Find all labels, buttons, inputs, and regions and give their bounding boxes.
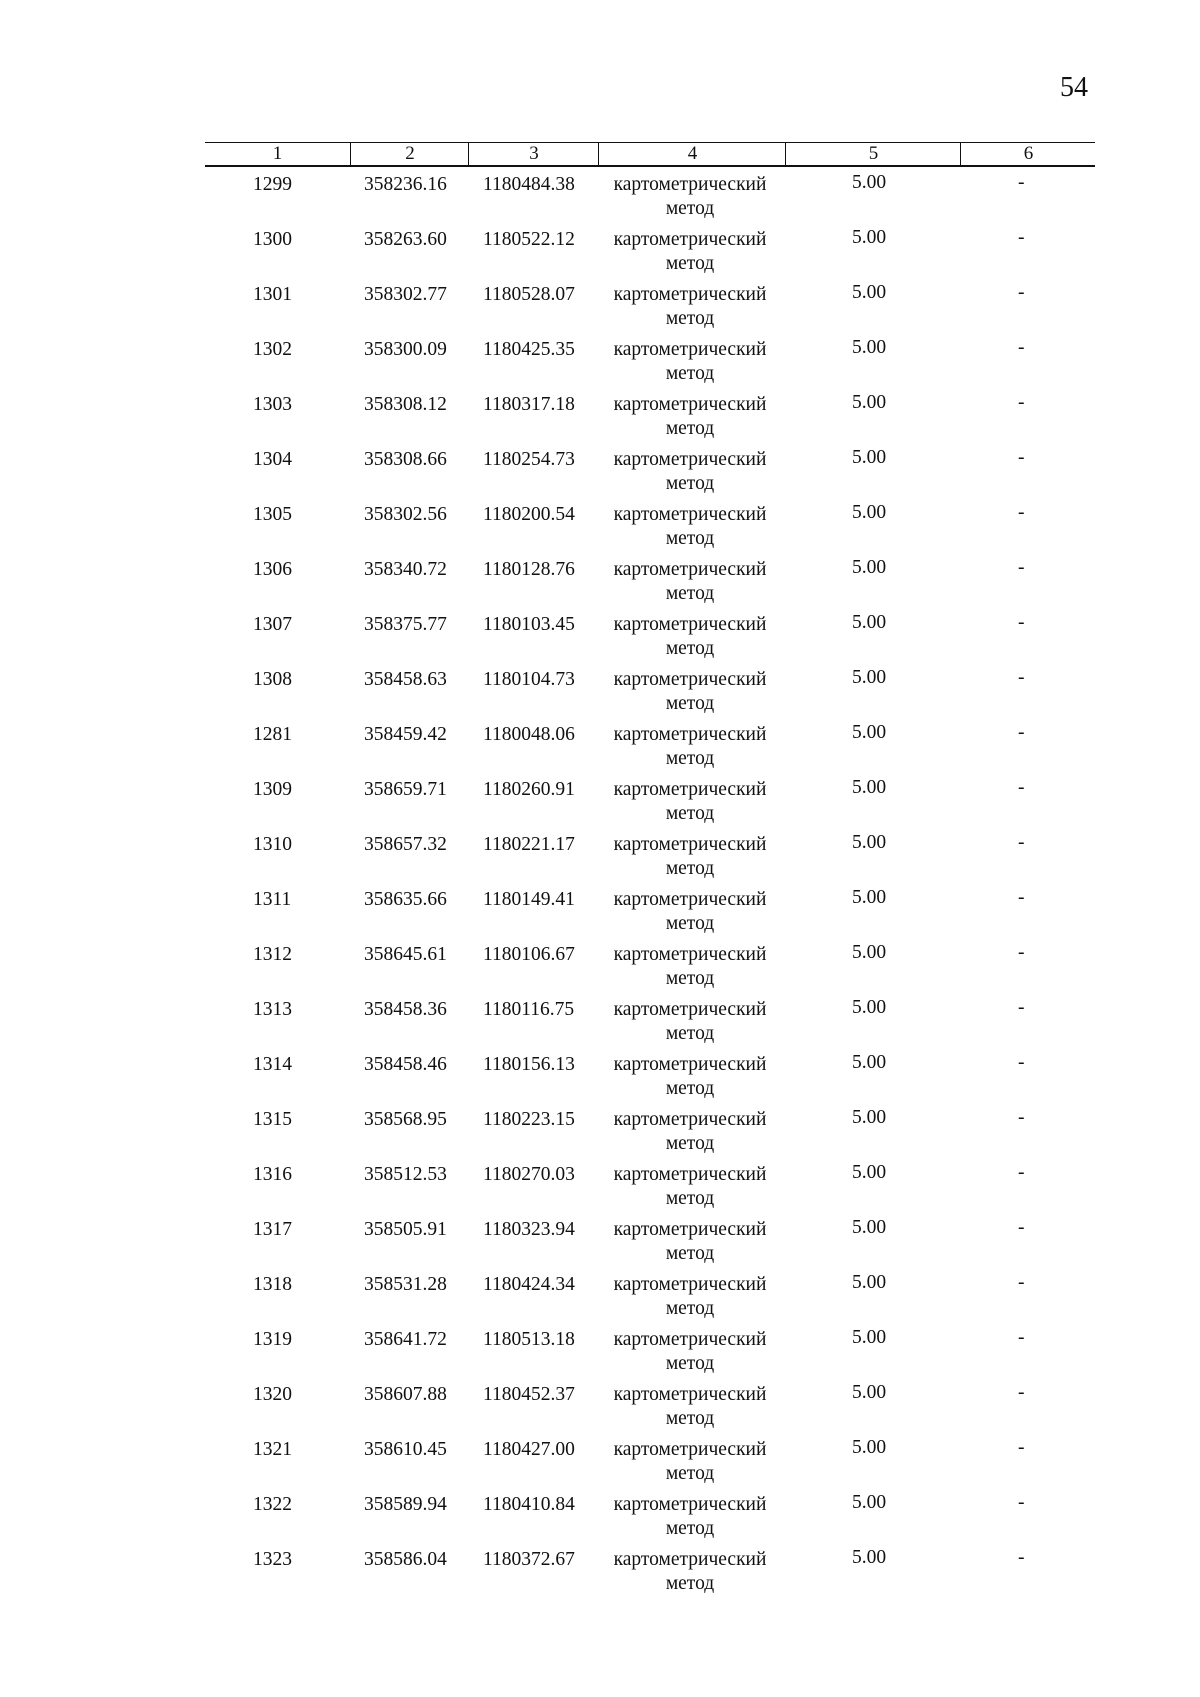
accuracy-value: 5.00 <box>852 777 887 798</box>
method-line-1: картометрический <box>613 504 767 525</box>
note-value: - <box>1018 832 1025 853</box>
method-line-2: метод <box>665 473 715 494</box>
table-row <box>0 1163 1200 1218</box>
method-line-2: метод <box>665 1023 715 1044</box>
point-number: 1304 <box>253 449 292 470</box>
table-row <box>0 1438 1200 1493</box>
method-cell <box>600 173 780 221</box>
note-value: - <box>1018 1327 1025 1348</box>
header-col-2: 2 <box>350 143 469 165</box>
method-line-2: метод <box>665 1298 715 1319</box>
accuracy-value: 5.00 <box>852 1052 887 1073</box>
coordinate-y: 1180156.13 <box>483 1054 575 1075</box>
coordinate-x: 358459.42 <box>364 724 447 745</box>
note-value: - <box>1018 612 1025 633</box>
method-line-2: метод <box>665 968 715 989</box>
coordinate-y: 1180317.18 <box>483 394 575 415</box>
coordinate-y: 1180427.00 <box>483 1439 575 1460</box>
note-value: - <box>1018 447 1025 468</box>
coordinate-y: 1180528.07 <box>483 284 575 305</box>
accuracy-value: 5.00 <box>852 997 887 1018</box>
coordinate-y: 1180104.73 <box>483 669 575 690</box>
point-number: 1302 <box>253 339 292 360</box>
method-line-1: картометрический <box>613 1494 767 1515</box>
coordinate-x: 358586.04 <box>364 1549 447 1570</box>
method-line-2: метод <box>665 583 715 604</box>
method-line-2: метод <box>665 1573 715 1594</box>
coordinate-x: 358659.71 <box>364 779 447 800</box>
coordinate-x: 358375.77 <box>364 614 447 635</box>
table-row <box>0 888 1200 943</box>
accuracy-value: 5.00 <box>852 722 887 743</box>
point-number: 1281 <box>253 724 292 745</box>
method-cell <box>600 1438 780 1486</box>
table-row <box>0 833 1200 888</box>
coordinate-y: 1180410.84 <box>483 1494 575 1515</box>
accuracy-value: 5.00 <box>852 337 887 358</box>
method-line-1: картометрический <box>613 779 767 800</box>
method-cell <box>600 613 780 661</box>
method-line-2: метод <box>665 1133 715 1154</box>
coordinate-x: 358505.91 <box>364 1219 447 1240</box>
method-cell <box>600 448 780 496</box>
point-number: 1315 <box>253 1109 292 1130</box>
method-cell <box>600 1328 780 1376</box>
table-row <box>0 1053 1200 1108</box>
coordinate-y: 1180424.34 <box>483 1274 575 1295</box>
method-line-1: картометрический <box>613 999 767 1020</box>
method-cell <box>600 1163 780 1211</box>
method-line-2: метод <box>665 198 715 219</box>
table-row <box>0 1383 1200 1438</box>
table-header <box>205 142 1095 167</box>
method-cell <box>600 1493 780 1541</box>
table-row <box>0 448 1200 503</box>
accuracy-value: 5.00 <box>852 612 887 633</box>
coordinate-y: 1180513.18 <box>483 1329 575 1350</box>
method-cell <box>600 888 780 936</box>
point-number: 1319 <box>253 1329 292 1350</box>
method-cell <box>600 668 780 716</box>
method-cell <box>600 1053 780 1101</box>
coordinate-x: 358302.77 <box>364 284 447 305</box>
method-line-2: метод <box>665 1408 715 1429</box>
table-row <box>0 173 1200 228</box>
accuracy-value: 5.00 <box>852 392 887 413</box>
note-value: - <box>1018 1217 1025 1238</box>
coordinate-y: 1180223.15 <box>483 1109 575 1130</box>
method-line-2: метод <box>665 1518 715 1539</box>
header-col-3: 3 <box>468 143 599 165</box>
coordinate-x: 358458.36 <box>364 999 447 1020</box>
point-number: 1314 <box>253 1054 292 1075</box>
coordinate-y: 1180106.67 <box>483 944 575 965</box>
accuracy-value: 5.00 <box>852 1492 887 1513</box>
table-row <box>0 1548 1200 1603</box>
method-line-2: метод <box>665 1353 715 1374</box>
coordinate-x: 358589.94 <box>364 1494 447 1515</box>
coordinate-y: 1180522.12 <box>483 229 575 250</box>
coordinate-x: 358458.46 <box>364 1054 447 1075</box>
accuracy-value: 5.00 <box>852 1272 887 1293</box>
method-line-1: картометрический <box>613 1109 767 1130</box>
header-col-6: 6 <box>960 143 1096 165</box>
method-line-1: картометрический <box>613 449 767 470</box>
point-number: 1321 <box>253 1439 292 1460</box>
accuracy-value: 5.00 <box>852 447 887 468</box>
accuracy-value: 5.00 <box>852 172 887 193</box>
table-row <box>0 228 1200 283</box>
coordinate-x: 358263.60 <box>364 229 447 250</box>
method-line-1: картометрический <box>613 1274 767 1295</box>
method-line-2: метод <box>665 1243 715 1264</box>
table-row <box>0 778 1200 833</box>
point-number: 1320 <box>253 1384 292 1405</box>
method-line-1: картометрический <box>613 174 767 195</box>
table-row <box>0 283 1200 338</box>
note-value: - <box>1018 392 1025 413</box>
method-line-1: картометрический <box>613 394 767 415</box>
point-number: 1318 <box>253 1274 292 1295</box>
method-line-1: картометрический <box>613 669 767 690</box>
coordinate-y: 1180200.54 <box>483 504 575 525</box>
header-col-1: 1 <box>272 143 283 164</box>
table-row <box>0 943 1200 998</box>
coordinate-x: 358607.88 <box>364 1384 447 1405</box>
table-row <box>0 393 1200 448</box>
method-line-2: метод <box>665 528 715 549</box>
method-line-1: картометрический <box>613 229 767 250</box>
point-number: 1308 <box>253 669 292 690</box>
note-value: - <box>1018 557 1025 578</box>
accuracy-value: 5.00 <box>852 557 887 578</box>
coordinate-x: 358458.63 <box>364 669 447 690</box>
table-row <box>0 558 1200 613</box>
accuracy-value: 5.00 <box>852 1547 887 1568</box>
coordinate-y: 1180048.06 <box>483 724 575 745</box>
table-row <box>0 1218 1200 1273</box>
method-line-1: картометрический <box>613 339 767 360</box>
note-value: - <box>1018 502 1025 523</box>
method-line-2: метод <box>665 1188 715 1209</box>
method-line-1: картометрический <box>613 1549 767 1570</box>
coordinate-y: 1180128.76 <box>483 559 575 580</box>
coordinate-x: 358236.16 <box>364 174 447 195</box>
method-line-1: картометрический <box>613 1439 767 1460</box>
note-value: - <box>1018 1052 1025 1073</box>
method-line-1: картометрический <box>613 1164 767 1185</box>
coordinate-x: 358641.72 <box>364 1329 447 1350</box>
note-value: - <box>1018 1107 1025 1128</box>
coordinate-y: 1180323.94 <box>483 1219 575 1240</box>
table-row <box>0 1273 1200 1328</box>
note-value: - <box>1018 777 1025 798</box>
method-cell <box>600 283 780 331</box>
point-number: 1310 <box>253 834 292 855</box>
coordinate-y: 1180149.41 <box>483 889 575 910</box>
table-row <box>0 1493 1200 1548</box>
accuracy-value: 5.00 <box>852 1437 887 1458</box>
method-line-2: метод <box>665 363 715 384</box>
accuracy-value: 5.00 <box>852 282 887 303</box>
coordinate-x: 358645.61 <box>364 944 447 965</box>
table-row <box>0 1328 1200 1383</box>
coordinate-y: 1180221.17 <box>483 834 575 855</box>
point-number: 1299 <box>253 174 292 195</box>
coordinate-x: 358657.32 <box>364 834 447 855</box>
method-cell <box>600 228 780 276</box>
coordinate-y: 1180103.45 <box>483 614 575 635</box>
method-line-2: метод <box>665 308 715 329</box>
table-row <box>0 338 1200 393</box>
accuracy-value: 5.00 <box>852 667 887 688</box>
accuracy-value: 5.00 <box>852 502 887 523</box>
accuracy-value: 5.00 <box>852 1107 887 1128</box>
coordinate-y: 1180452.37 <box>483 1384 575 1405</box>
method-cell <box>600 338 780 386</box>
method-cell <box>600 1383 780 1431</box>
table-row <box>0 503 1200 558</box>
method-line-1: картометрический <box>613 724 767 745</box>
table-row <box>0 998 1200 1053</box>
point-number: 1303 <box>253 394 292 415</box>
method-line-2: метод <box>665 803 715 824</box>
method-line-2: метод <box>665 1078 715 1099</box>
coordinate-x: 358568.95 <box>364 1109 447 1130</box>
method-line-2: метод <box>665 693 715 714</box>
point-number: 1306 <box>253 559 292 580</box>
method-line-1: картометрический <box>613 944 767 965</box>
method-line-1: картометрический <box>613 1384 767 1405</box>
coordinate-x: 358635.66 <box>364 889 447 910</box>
note-value: - <box>1018 1437 1025 1458</box>
coordinate-x: 358340.72 <box>364 559 447 580</box>
accuracy-value: 5.00 <box>852 1217 887 1238</box>
method-cell <box>600 393 780 441</box>
coordinate-y: 1180484.38 <box>483 174 575 195</box>
method-line-2: метод <box>665 1463 715 1484</box>
method-line-1: картометрический <box>613 1219 767 1240</box>
coordinate-y: 1180372.67 <box>483 1549 575 1570</box>
header-col-4: 4 <box>598 143 786 165</box>
note-value: - <box>1018 722 1025 743</box>
accuracy-value: 5.00 <box>852 887 887 908</box>
coordinate-x: 358531.28 <box>364 1274 447 1295</box>
point-number: 1311 <box>253 889 292 910</box>
coordinate-x: 358610.45 <box>364 1439 447 1460</box>
method-cell <box>600 833 780 881</box>
coordinate-y: 1180116.75 <box>483 999 575 1020</box>
accuracy-value: 5.00 <box>852 1327 887 1348</box>
method-line-1: картометрический <box>613 614 767 635</box>
note-value: - <box>1018 1547 1025 1568</box>
method-line-1: картометрический <box>613 1054 767 1075</box>
note-value: - <box>1018 337 1025 358</box>
table-row <box>0 668 1200 723</box>
coordinate-x: 358302.56 <box>364 504 447 525</box>
method-line-1: картометрический <box>613 834 767 855</box>
coordinate-x: 358308.12 <box>364 394 447 415</box>
header-col-5: 5 <box>785 143 961 165</box>
coordinate-y: 1180270.03 <box>483 1164 575 1185</box>
page-number: 54 <box>1060 72 1088 103</box>
accuracy-value: 5.00 <box>852 1382 887 1403</box>
accuracy-value: 5.00 <box>852 832 887 853</box>
coordinate-y: 1180254.73 <box>483 449 575 470</box>
method-cell <box>600 503 780 551</box>
method-cell <box>600 943 780 991</box>
method-line-2: метод <box>665 913 715 934</box>
note-value: - <box>1018 172 1025 193</box>
method-cell <box>600 778 780 826</box>
point-number: 1317 <box>253 1219 292 1240</box>
note-value: - <box>1018 1492 1025 1513</box>
point-number: 1323 <box>253 1549 292 1570</box>
point-number: 1309 <box>253 779 292 800</box>
note-value: - <box>1018 1162 1025 1183</box>
point-number: 1307 <box>253 614 292 635</box>
point-number: 1305 <box>253 504 292 525</box>
method-cell <box>600 1273 780 1321</box>
coordinate-y: 1180425.35 <box>483 339 575 360</box>
method-line-2: метод <box>665 253 715 274</box>
method-line-2: метод <box>665 858 715 879</box>
method-line-1: картометрический <box>613 284 767 305</box>
point-number: 1313 <box>253 999 292 1020</box>
method-cell <box>600 723 780 771</box>
note-value: - <box>1018 1382 1025 1403</box>
table-row <box>0 723 1200 778</box>
method-line-1: картометрический <box>613 1329 767 1350</box>
method-line-2: метод <box>665 748 715 769</box>
note-value: - <box>1018 887 1025 908</box>
accuracy-value: 5.00 <box>852 942 887 963</box>
table-row <box>0 1108 1200 1163</box>
point-number: 1300 <box>253 229 292 250</box>
method-line-2: метод <box>665 638 715 659</box>
method-line-2: метод <box>665 418 715 439</box>
point-number: 1322 <box>253 1494 292 1515</box>
coordinate-y: 1180260.91 <box>483 779 575 800</box>
note-value: - <box>1018 667 1025 688</box>
method-line-1: картометрический <box>613 889 767 910</box>
method-cell <box>600 1548 780 1596</box>
method-cell <box>600 558 780 606</box>
note-value: - <box>1018 282 1025 303</box>
note-value: - <box>1018 227 1025 248</box>
point-number: 1301 <box>253 284 292 305</box>
method-cell <box>600 1108 780 1156</box>
method-cell <box>600 998 780 1046</box>
note-value: - <box>1018 942 1025 963</box>
point-number: 1312 <box>253 944 292 965</box>
point-number: 1316 <box>253 1164 292 1185</box>
coordinate-x: 358512.53 <box>364 1164 447 1185</box>
note-value: - <box>1018 997 1025 1018</box>
coordinate-x: 358300.09 <box>364 339 447 360</box>
accuracy-value: 5.00 <box>852 227 887 248</box>
accuracy-value: 5.00 <box>852 1162 887 1183</box>
method-line-1: картометрический <box>613 559 767 580</box>
method-cell <box>600 1218 780 1266</box>
table-row <box>0 613 1200 668</box>
coordinate-x: 358308.66 <box>364 449 447 470</box>
note-value: - <box>1018 1272 1025 1293</box>
